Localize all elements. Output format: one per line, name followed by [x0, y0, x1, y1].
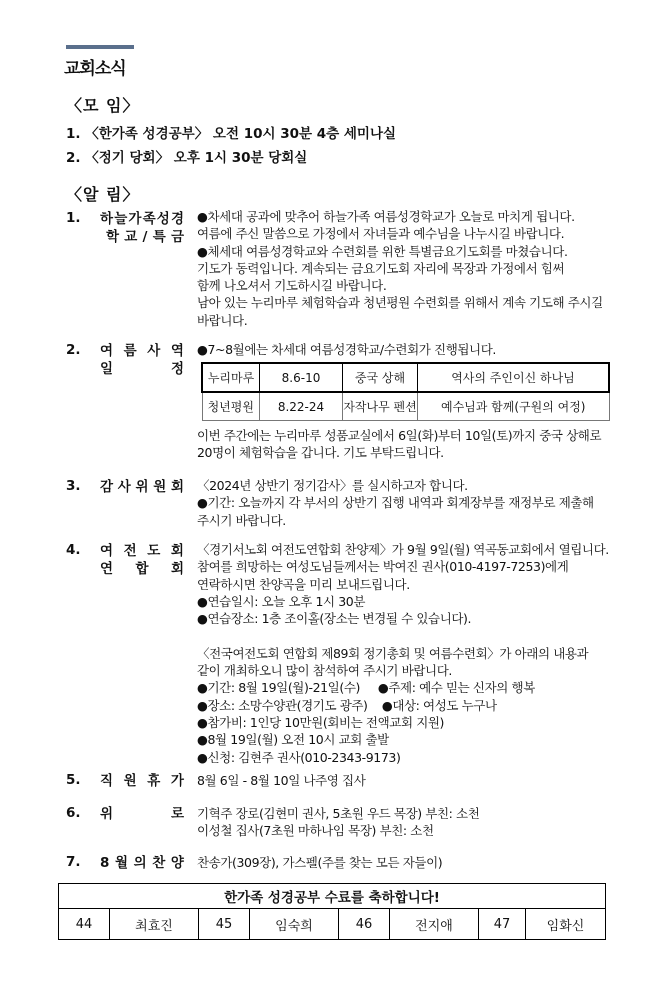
- notice-label: 여 전 도 회 연 합 회: [100, 543, 184, 577]
- notices-title: 〈알 림〉: [66, 185, 140, 204]
- meeting-item: 1. 〈한가족 성경공부〉 오전 10시 30분 4층 세미나실: [66, 126, 397, 142]
- schedule-table: [201, 362, 610, 421]
- notice-number: 4.: [66, 542, 81, 558]
- meetings-title: 〈모 임〉: [66, 96, 140, 115]
- notice-label: 8 월 의 찬 양: [100, 855, 184, 871]
- table-row: 청년평원 8.22-24 자작나무 펜션 예수님과 함께(구원의 여정): [202, 392, 609, 421]
- graduation-title: 한가족 성경공부 수료를 축하합니다!: [59, 884, 606, 909]
- notice-number: 1.: [66, 210, 81, 226]
- table-row: [59, 884, 606, 909]
- notice-number: 5.: [66, 772, 81, 788]
- table-row: 44 최효진 45 임숙희 46 전지애 47 임화신: [59, 909, 606, 940]
- notice-body: 8월 6일 - 8월 10일 나주영 집사: [197, 773, 366, 788]
- label-line-2: 학 교 / 특 금: [106, 229, 184, 245]
- notice-body: ●차세대 공과에 맞추어 하늘가족 여름성경학교가 오늘로 마치게 됩니다. 여름에 주신 말씀으로 가정에서 자녀들과 예수님을 나누시길 바랍니다. ●체세대 여름성경학교와 수련회를 위한 특별금요기도회를 마쳤습니다. 기도가 동력입니다. 계속되는 금요기도회 자리에 목장과 가정에서 힘써 함께 나오셔서 기도하시길 바랍니다. 남아 있는 누리마루 체험학습과 청년평원 수련회를 위해서 계속 기도해 주시길 바랍니다.: [197, 209, 603, 328]
- label-line-1: 하 늘 가 족 성 경: [100, 211, 184, 227]
- notice-label: [100, 210, 184, 246]
- notice-number: 2.: [66, 342, 81, 358]
- header-bar: [66, 45, 134, 49]
- notice-label: 직 원 휴 가: [100, 773, 184, 789]
- notice-label: 위 로: [100, 806, 184, 822]
- notice-body: 〈경기서노회 여전도연합회 찬양제〉가 9월 9일(월) 역곡동교회에서 열립니다. 참여를 희망하는 여성도님들께서는 박여진 권사(010-4197-7253)에게 연락하시면 찬양곡을 미리 보내드립니다. ●연습일시: 오늘 오후 1시 30분 ●연습장소: 1층 조이홀(장소는 변경될 수 있습니다). 〈전국여전도회 연합회 제89회 정기총회 및 여름수련회〉가 아래의 내용과 같이 개최하오니 많이 참석하여 주시기 바랍니다. ●기간: 8월 19일(월)-21일(수) ●주제: 예수 믿는 신자의 행복 ●장소: 소망수양관(경기도 광주) ●대상: 여성도 누구나 ●참가비: 1인당 10만원(회비는 전액교회 지원) ●8월 19일(월) 오전 10시 교회 출발 ●신청: 김현주 권사(010-2343-9173): [197, 542, 609, 765]
- graduation-table: [58, 883, 606, 940]
- notice-body: 〈2024년 상반기 정기감사〉를 실시하고자 합니다. ●기간: 오늘까지 각 부서의 상반기 집행 내역과 회계장부를 재정부로 제출해 주시기 바랍니다.: [197, 478, 594, 528]
- notice-body: 이번 주간에는 누리마루 성품교실에서 6일(화)부터 10일(토)까지 중국 상해로 20명이 체험학습을 갑니다. 기도 부탁드립니다.: [197, 428, 602, 461]
- notice-body: 기혁주 장로(김현미 권사, 5초원 우드 목장) 부친: 소천 이성철 집사(7초원 마하나임 목장) 부친: 소천: [197, 806, 480, 839]
- notice-label: 여 름 사 역 일 정: [100, 343, 184, 377]
- notice-body: ●7~8월에는 차세대 여름성경학교/수련회가 진행됩니다.: [197, 342, 496, 357]
- notice-body: 찬송가(309장), 가스펠(주를 찾는 모든 자들이): [197, 855, 443, 870]
- notice-label: 감 사 위 원 회: [100, 479, 184, 495]
- notice-number: 3.: [66, 478, 81, 494]
- meeting-item: 2. 〈정기 당회〉 오후 1시 30분 당회실: [66, 150, 308, 166]
- notice-number: 7.: [66, 854, 81, 870]
- page-title: 교회소식: [64, 59, 126, 79]
- notice-number: 6.: [66, 805, 81, 821]
- table-row: 누리마루 8.6-10 중국 상해 역사의 주인이신 하나님: [202, 363, 609, 392]
